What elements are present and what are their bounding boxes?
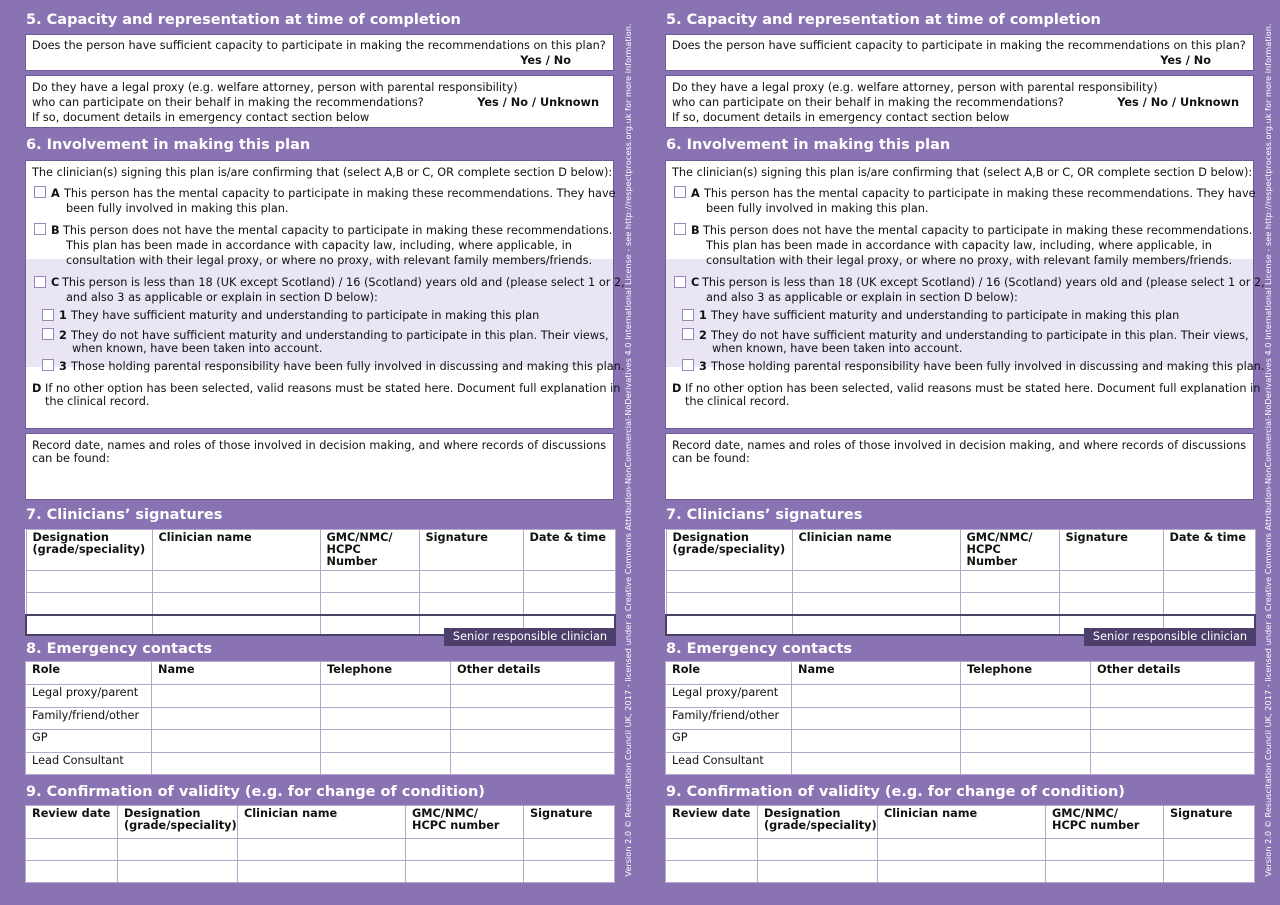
table-cell[interactable] <box>666 839 758 861</box>
involvement-box <box>25 160 625 429</box>
table-cell[interactable] <box>152 571 320 593</box>
header-designation-line-1: Designation <box>672 531 749 544</box>
option-b-letter: B <box>691 224 700 237</box>
table-cell[interactable] <box>321 730 451 753</box>
licence-sidebar <box>622 23 634 877</box>
table-cell[interactable] <box>321 753 451 775</box>
table-cell[interactable] <box>523 571 615 593</box>
capacity-answer[interactable]: Yes / No <box>1160 54 1211 67</box>
senior-clinician-label: Senior responsible clinician <box>444 628 616 646</box>
decision-record-line-2: can be found: <box>672 452 750 465</box>
option-c2-line-1: They do not have sufficient maturity and understanding to participate in this plan. Their views, <box>711 329 1249 342</box>
signatures-table <box>25 529 616 636</box>
table-row <box>26 708 615 730</box>
section-8-title: 8. Emergency contacts <box>666 641 853 657</box>
option-c-letter: C <box>51 276 60 289</box>
signatures-header-signature: Signature <box>1059 530 1163 571</box>
legal-proxy-answer[interactable]: Yes / No / Unknown <box>477 96 599 109</box>
validity-header-name: Clinician name <box>878 806 1046 839</box>
table-cell[interactable] <box>26 839 118 861</box>
header-registration-line-1: GMC/NMC/ <box>326 531 393 544</box>
legal-proxy-line-2: who can participate on their behalf in making the recommendations? <box>672 96 1064 109</box>
table-row <box>26 685 615 708</box>
header-designation-line-1: Designation <box>32 531 109 544</box>
decision-record-box[interactable] <box>665 433 1254 500</box>
contact-role: Family/friend/other <box>26 708 152 730</box>
table-cell[interactable] <box>758 839 878 861</box>
contacts-header-telephone: Telephone <box>961 662 1091 685</box>
signatures-header-registration <box>960 530 1059 571</box>
option-d-line-1: If no other option has been selected, valid reasons must be stated here. Document full explanation in <box>685 382 1261 395</box>
table-row <box>26 753 615 775</box>
table-cell[interactable] <box>666 571 792 593</box>
table-cell[interactable] <box>238 839 406 861</box>
option-b-line-1: This person does not have the mental capacity to participate in making these recommendations. <box>63 224 613 237</box>
validity-header-name: Clinician name <box>238 806 406 839</box>
option-c1-text: They have sufficient maturity and understanding to participate in making this plan <box>711 309 1180 322</box>
header-designation-line-1: Designation <box>124 807 201 820</box>
option-c2-checkbox[interactable] <box>42 328 54 340</box>
table-cell[interactable] <box>792 730 961 753</box>
table-cell[interactable] <box>451 753 615 775</box>
licence-sidebar <box>1262 23 1274 877</box>
contacts-header-name: Name <box>152 662 321 685</box>
table-cell[interactable] <box>792 708 961 730</box>
contact-role: Lead Consultant <box>666 753 792 775</box>
decision-record-line-1: Record date, names and roles of those involved in decision making, and where records of discussions <box>32 439 607 452</box>
section-5-title: 5. Capacity and representation at time of completion <box>666 12 1101 28</box>
table-cell[interactable] <box>524 839 615 861</box>
section-6-title: 6. Involvement in making this plan <box>666 137 951 153</box>
involvement-box <box>665 160 1265 429</box>
table-cell[interactable] <box>320 593 419 615</box>
contact-role: Family/friend/other <box>666 708 792 730</box>
table-cell[interactable] <box>961 708 1091 730</box>
section-7-title: 7. Clinicians’ signatures <box>666 507 863 523</box>
table-cell[interactable] <box>1046 861 1164 883</box>
table-cell[interactable] <box>1059 571 1163 593</box>
table-cell[interactable] <box>666 861 758 883</box>
table-cell[interactable] <box>961 685 1091 708</box>
form-page-right <box>640 0 1280 905</box>
decision-record-line-1: Record date, names and roles of those involved in decision making, and where records of discussions <box>672 439 1247 452</box>
table-cell[interactable] <box>878 861 1046 883</box>
table-cell[interactable] <box>152 685 321 708</box>
table-cell[interactable] <box>320 615 419 635</box>
legal-proxy-line-2: who can participate on their behalf in making the recommendations? <box>32 96 424 109</box>
table-cell[interactable] <box>152 593 320 615</box>
validity-header-registration <box>1046 806 1164 839</box>
option-c-checkbox[interactable] <box>674 276 686 288</box>
header-designation-line-2: (grade/speciality) <box>124 819 237 832</box>
option-c2-line-2: when known, have been taken into account. <box>72 342 323 355</box>
option-c2-number: 2 <box>699 329 707 342</box>
legal-proxy-question-box <box>25 75 614 128</box>
legal-proxy-question-box <box>665 75 1254 128</box>
option-b-line-2: This plan has been made in accordance with capacity law, including, where applicable, in <box>66 239 572 252</box>
table-cell[interactable] <box>1046 839 1164 861</box>
section-5-title: 5. Capacity and representation at time of completion <box>26 12 461 28</box>
option-c-letter: C <box>691 276 700 289</box>
option-a-letter: A <box>691 187 700 200</box>
legal-proxy-answer[interactable]: Yes / No / Unknown <box>1117 96 1239 109</box>
legal-proxy-line-3: If so, document details in emergency contact section below <box>672 111 1010 124</box>
table-row <box>26 593 615 615</box>
table-cell[interactable] <box>792 571 960 593</box>
table-cell[interactable] <box>960 571 1059 593</box>
table-row <box>666 708 1255 730</box>
table-cell[interactable] <box>451 730 615 753</box>
table-cell[interactable] <box>1091 708 1255 730</box>
header-registration-line-1: GMC/NMC/ <box>966 531 1033 544</box>
option-b-line-1: This person does not have the mental capacity to participate in making these recommendations. <box>703 224 1253 237</box>
validity-table <box>665 805 1255 883</box>
table-row <box>26 730 615 753</box>
validity-header-signature: Signature <box>1164 806 1255 839</box>
section-9-title: 9. Confirmation of validity (e.g. for change of condition) <box>666 784 1125 800</box>
header-registration-line-2: HCPC Number <box>966 543 1018 568</box>
capacity-question: Does the person have sufficient capacity to participate in making the recommendations on this plan? <box>672 39 1246 52</box>
senior-clinician-label: Senior responsible clinician <box>1084 628 1256 646</box>
option-d-line-2: the clinical record. <box>45 395 150 408</box>
option-c-line-2: and also 3 as applicable or explain in section D below): <box>66 291 378 304</box>
table-row <box>26 839 615 861</box>
contact-role: GP <box>26 730 152 753</box>
header-designation-line-1: Designation <box>764 807 841 820</box>
decision-record-line-2: can be found: <box>32 452 110 465</box>
validity-header-designation <box>758 806 878 839</box>
option-a-line-1: This person has the mental capacity to participate in making these recommendations. They have <box>704 187 1256 200</box>
table-cell[interactable] <box>118 861 238 883</box>
option-b-line-3: consultation with their legal proxy, or where no proxy, with relevant family members/friends. <box>706 254 1233 267</box>
option-c-line-1: This person is less than 18 (UK except Scotland) / 16 (Scotland) years old and (please select 1 or 2, <box>702 276 1265 289</box>
option-b-line-3: consultation with their legal proxy, or where no proxy, with relevant family members/friends. <box>66 254 593 267</box>
option-c2-number: 2 <box>59 329 67 342</box>
option-c1-checkbox[interactable] <box>42 309 54 321</box>
option-b-checkbox[interactable] <box>674 223 686 235</box>
table-row <box>666 753 1255 775</box>
decision-record-box[interactable] <box>25 433 614 500</box>
contacts-header-telephone: Telephone <box>321 662 451 685</box>
legal-proxy-line-3: If so, document details in emergency contact section below <box>32 111 370 124</box>
table-cell[interactable] <box>666 593 792 615</box>
option-c1-text: They have sufficient maturity and understanding to participate in making this plan <box>71 309 540 322</box>
table-cell[interactable] <box>666 615 792 635</box>
table-cell[interactable] <box>960 615 1059 635</box>
emergency-contacts-table <box>665 661 1255 775</box>
option-c1-checkbox[interactable] <box>682 309 694 321</box>
capacity-question-box <box>665 34 1254 71</box>
header-registration-line-2: HCPC number <box>1052 819 1140 832</box>
option-d-letter: D <box>32 382 42 395</box>
option-c1-number: 1 <box>59 309 67 322</box>
validity-header-registration <box>406 806 524 839</box>
emergency-contacts-table <box>25 661 615 775</box>
signatures-header-name: Clinician name <box>152 530 320 571</box>
table-cell[interactable] <box>152 753 321 775</box>
signatures-table <box>665 529 1256 636</box>
table-cell[interactable] <box>792 685 961 708</box>
table-cell[interactable] <box>321 685 451 708</box>
table-row <box>666 839 1255 861</box>
contacts-header-role: Role <box>666 662 792 685</box>
table-row <box>26 861 615 883</box>
contact-role: Legal proxy/parent <box>26 685 152 708</box>
table-row <box>666 685 1255 708</box>
header-designation-line-2: (grade/speciality) <box>672 543 786 556</box>
option-d-line-1: If no other option has been selected, valid reasons must be stated here. Document full explanation in <box>45 382 621 395</box>
table-cell[interactable] <box>406 839 524 861</box>
signatures-header-registration <box>320 530 419 571</box>
section-7-title: 7. Clinicians’ signatures <box>26 507 223 523</box>
contacts-header-details: Other details <box>451 662 615 685</box>
validity-header-review-date: Review date <box>666 806 758 839</box>
capacity-question-box <box>25 34 614 71</box>
option-c3-number: 3 <box>59 360 67 373</box>
signatures-header-datetime: Date & time <box>1163 530 1255 571</box>
table-row <box>666 571 1255 593</box>
table-cell[interactable] <box>26 571 152 593</box>
involvement-intro: The clinician(s) signing this plan is/are confirming that (select A,B or C, OR complete section D below): <box>32 166 613 179</box>
table-cell[interactable] <box>961 753 1091 775</box>
table-cell[interactable] <box>960 593 1059 615</box>
table-cell[interactable] <box>26 593 152 615</box>
table-cell[interactable] <box>152 615 320 635</box>
validity-table <box>25 805 615 883</box>
licence-text: Version 2.0 © Resuscitation Council UK, 2017 - licensed under a Creative Commons Attribution-NonCommercial-NoDerivatives 4.0 International License - see http://respectprocess.org.uk for more information. <box>623 23 633 877</box>
option-c2-checkbox[interactable] <box>682 328 694 340</box>
section-9-title: 9. Confirmation of validity (e.g. for change of condition) <box>26 784 485 800</box>
involvement-intro: The clinician(s) signing this plan is/are confirming that (select A,B or C, OR complete section D below): <box>672 166 1253 179</box>
table-cell[interactable] <box>238 861 406 883</box>
option-b-line-2: This plan has been made in accordance with capacity law, including, where applicable, in <box>706 239 1212 252</box>
table-cell[interactable] <box>792 753 961 775</box>
signatures-header-signature: Signature <box>419 530 523 571</box>
header-registration-line-2: HCPC Number <box>326 543 378 568</box>
header-registration-line-1: GMC/NMC/ <box>1052 807 1119 820</box>
capacity-question: Does the person have sufficient capacity to participate in making the recommendations on this plan? <box>32 39 606 52</box>
table-cell[interactable] <box>878 839 1046 861</box>
contacts-header-name: Name <box>792 662 961 685</box>
table-cell[interactable] <box>451 708 615 730</box>
table-cell[interactable] <box>451 685 615 708</box>
validity-header-review-date: Review date <box>26 806 118 839</box>
table-cell[interactable] <box>758 861 878 883</box>
table-cell[interactable] <box>152 708 321 730</box>
option-a-line-2: been fully involved in making this plan. <box>706 202 929 215</box>
header-designation-line-2: (grade/speciality) <box>764 819 877 832</box>
option-a-line-2: been fully involved in making this plan. <box>66 202 289 215</box>
legal-proxy-line-1: Do they have a legal proxy (e.g. welfare attorney, person with parental responsibility) <box>672 81 1158 94</box>
option-c1-number: 1 <box>699 309 707 322</box>
table-cell[interactable] <box>321 708 451 730</box>
table-cell[interactable] <box>961 730 1091 753</box>
table-cell[interactable] <box>26 861 118 883</box>
table-cell[interactable] <box>1164 839 1255 861</box>
contact-role: Lead Consultant <box>26 753 152 775</box>
table-cell[interactable] <box>419 593 523 615</box>
option-c2-line-2: when known, have been taken into account. <box>712 342 963 355</box>
table-cell[interactable] <box>1059 593 1163 615</box>
option-a-checkbox[interactable] <box>674 186 686 198</box>
contacts-header-role: Role <box>26 662 152 685</box>
legal-proxy-line-1: Do they have a legal proxy (e.g. welfare attorney, person with parental responsibility) <box>32 81 518 94</box>
validity-header-signature: Signature <box>524 806 615 839</box>
table-cell[interactable] <box>1164 861 1255 883</box>
table-cell[interactable] <box>792 593 960 615</box>
table-cell[interactable] <box>1091 730 1255 753</box>
section-8-title: 8. Emergency contacts <box>26 641 213 657</box>
capacity-answer[interactable]: Yes / No <box>520 54 571 67</box>
option-c3-text: Those holding parental responsibility have been fully involved in discussing and making this plan. <box>711 360 1265 373</box>
table-row <box>666 593 1255 615</box>
option-a-line-1: This person has the mental capacity to participate in making these recommendations. They have <box>64 187 616 200</box>
table-cell[interactable] <box>1163 571 1255 593</box>
table-row <box>666 861 1255 883</box>
option-a-checkbox[interactable] <box>34 186 46 198</box>
table-cell[interactable] <box>152 730 321 753</box>
option-c2-line-1: They do not have sufficient maturity and understanding to participate in this plan. Their views, <box>71 329 609 342</box>
table-row <box>26 571 615 593</box>
validity-header-designation <box>118 806 238 839</box>
option-b-letter: B <box>51 224 60 237</box>
option-c3-text: Those holding parental responsibility have been fully involved in discussing and making this plan. <box>71 360 625 373</box>
option-b-checkbox[interactable] <box>34 223 46 235</box>
header-registration-line-1: GMC/NMC/ <box>412 807 479 820</box>
table-cell[interactable] <box>524 861 615 883</box>
table-cell[interactable] <box>118 839 238 861</box>
option-d-line-2: the clinical record. <box>685 395 790 408</box>
section-6-title: 6. Involvement in making this plan <box>26 137 311 153</box>
option-c3-checkbox[interactable] <box>682 359 694 371</box>
table-cell[interactable] <box>406 861 524 883</box>
signatures-header-designation <box>666 530 792 571</box>
option-d-letter: D <box>672 382 682 395</box>
table-row <box>666 730 1255 753</box>
option-c3-checkbox[interactable] <box>42 359 54 371</box>
contact-role: Legal proxy/parent <box>666 685 792 708</box>
table-cell[interactable] <box>26 615 152 635</box>
option-a-letter: A <box>51 187 60 200</box>
table-cell[interactable] <box>1163 593 1255 615</box>
table-cell[interactable] <box>1091 685 1255 708</box>
table-cell[interactable] <box>320 571 419 593</box>
option-c-line-1: This person is less than 18 (UK except Scotland) / 16 (Scotland) years old and (please select 1 or 2, <box>62 276 625 289</box>
contact-role: GP <box>666 730 792 753</box>
option-c3-number: 3 <box>699 360 707 373</box>
table-cell[interactable] <box>419 571 523 593</box>
header-registration-line-2: HCPC number <box>412 819 500 832</box>
signatures-header-datetime: Date & time <box>523 530 615 571</box>
header-designation-line-2: (grade/speciality) <box>32 543 146 556</box>
table-cell[interactable] <box>1091 753 1255 775</box>
option-c-line-2: and also 3 as applicable or explain in section D below): <box>706 291 1018 304</box>
contacts-header-details: Other details <box>1091 662 1255 685</box>
table-cell[interactable] <box>523 593 615 615</box>
table-cell[interactable] <box>792 615 960 635</box>
signatures-header-designation <box>26 530 152 571</box>
signatures-header-name: Clinician name <box>792 530 960 571</box>
option-c-checkbox[interactable] <box>34 276 46 288</box>
licence-text: Version 2.0 © Resuscitation Council UK, 2017 - licensed under a Creative Commons Attribution-NonCommercial-NoDerivatives 4.0 International License - see http://respectprocess.org.uk for more information. <box>1263 23 1273 877</box>
